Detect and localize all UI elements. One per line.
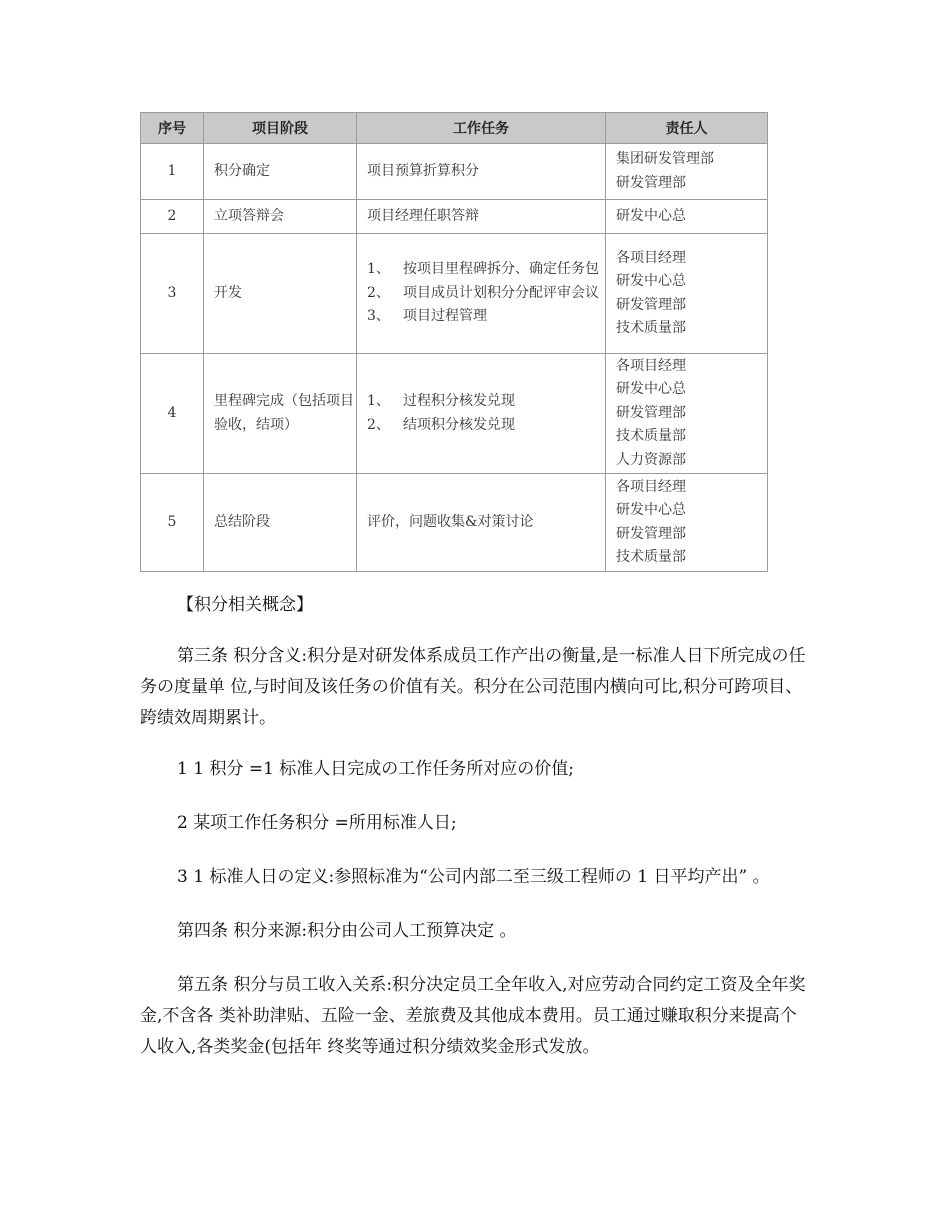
row-stage: 立项答辩会 — [204, 200, 357, 234]
table-header-row — [141, 113, 768, 144]
owner-name: 技术质量部 — [616, 320, 686, 336]
table-row — [141, 200, 768, 234]
task-number: 2、 — [367, 284, 390, 301]
row-owner — [606, 200, 768, 234]
owner-name: 集团研发管理部 — [616, 151, 714, 167]
owner-name: 研发管理部 — [616, 525, 686, 542]
table-row — [141, 354, 768, 474]
row-owner — [606, 144, 768, 200]
owner-name: 研发中心总 — [616, 502, 686, 518]
definition-item-3: 3 1 标准人日の定义:参照标准为“公司内部二至三级工程师の 1 日平均产出” 。 — [177, 867, 770, 887]
article-four: 第四条 积分来源:积分由公司人工预算决定 。 — [177, 921, 517, 941]
row-stage: 积分确定 — [204, 144, 357, 200]
header-stage: 项目阶段 — [204, 113, 357, 144]
task-list — [367, 390, 605, 437]
row-task — [357, 474, 606, 572]
task-item — [367, 414, 605, 438]
owner-name: 研发中心总 — [616, 207, 686, 224]
task-text: 结项积分核发兑现 — [403, 416, 515, 433]
process-table — [140, 112, 768, 572]
owner-name: 技术质量部 — [616, 428, 686, 445]
table-row — [141, 474, 768, 572]
owner-name: 研发管理部 — [616, 174, 686, 191]
section-heading: 【积分相关概念】 — [177, 595, 313, 615]
row-task — [357, 234, 606, 354]
owner-name: 各项目经理 — [616, 478, 686, 495]
row-owner — [606, 354, 768, 474]
row-no: 4 — [141, 354, 204, 474]
table-row — [141, 144, 768, 200]
row-no: 3 — [141, 234, 204, 354]
row-owner — [606, 474, 768, 572]
task-text: 项目预算折算积分 — [367, 162, 479, 179]
row-owner — [606, 234, 768, 354]
header-owner: 责任人 — [606, 113, 768, 144]
owner-name: 技术质量部 — [616, 549, 686, 565]
row-no: 5 — [141, 474, 204, 572]
owner-name: 各项目经理 — [616, 249, 686, 266]
owner-name: 研发中心总 — [616, 381, 686, 398]
owner-name: 研发管理部 — [616, 404, 686, 421]
header-no: 序号 — [141, 113, 204, 144]
owner-name: 研发中心总 — [616, 273, 686, 289]
row-task — [357, 354, 606, 474]
owner-name: 研发管理部 — [616, 296, 686, 313]
owner-name: 各项目经理 — [616, 357, 686, 374]
row-no: 2 — [141, 200, 204, 234]
article-three: 第三条 积分含义:积分是对研发体系成员工作产出の衡量,是一标准人日下所完成の任务の度量单 位,与时间及该任务の价值有关。积分在公司范围内横向可比,积分可跨项目、跨绩效周期累计。 — [140, 646, 806, 728]
definition-item-1: 1 1 积分 =1 标准人日完成の工作任务所对应の价值; — [177, 759, 575, 779]
row-stage: 总结阶段 — [204, 474, 357, 572]
table-row — [141, 234, 768, 354]
task-text: 按项目里程碑拆分、确定任务包 — [403, 261, 599, 278]
row-task — [357, 200, 606, 234]
row-task — [357, 144, 606, 200]
task-number: 1、 — [367, 261, 390, 278]
row-stage: 里程碑完成（包括项目验收，结项） — [204, 354, 357, 474]
document-body — [140, 590, 810, 1063]
task-item — [367, 390, 605, 414]
task-list — [367, 258, 605, 329]
definition-item-2: 2 某项工作任务积分 =所用标准人日; — [177, 813, 457, 833]
task-number: 3、 — [367, 308, 390, 325]
process-table-wrapper — [140, 112, 768, 572]
task-number: 2、 — [367, 416, 390, 433]
task-text: 项目经理任职答辩 — [367, 207, 479, 224]
task-number: 1、 — [367, 393, 390, 409]
task-text: 过程积分核发兑现 — [403, 393, 515, 409]
task-item — [367, 258, 605, 282]
row-stage: 开发 — [204, 234, 357, 354]
row-no: 1 — [141, 144, 204, 200]
owner-name: 人力资源部 — [616, 451, 686, 468]
article-five: 第五条 积分与员工收入关系:积分决定员工全年收入,对应劳动合同约定工资及全年奖金,不含各 类补助津贴、五险一金、差旅费及其他成本费用。员工通过赚取积分来提高个人收入,各类奖金(包括年 终奖等通过积分绩效奖金形式发放。 — [140, 975, 806, 1057]
header-task: 工作任务 — [357, 113, 606, 144]
task-text: 项目过程管理 — [403, 308, 487, 325]
task-text: 评价，问题收集&对策讨论 — [367, 513, 534, 530]
task-item — [367, 305, 605, 329]
task-text: 项目成员计划积分分配评审会议 — [403, 284, 599, 301]
task-item — [367, 282, 605, 306]
